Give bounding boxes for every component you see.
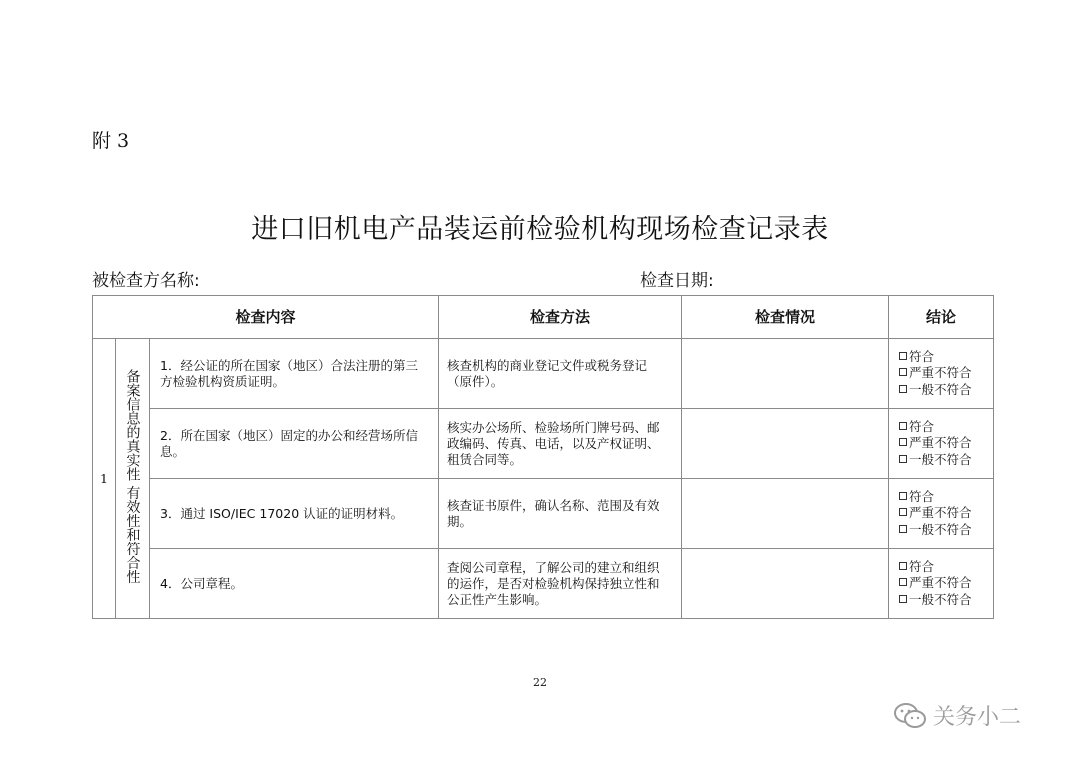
conclusion-cell [889, 549, 994, 619]
checkbox-icon [899, 595, 907, 603]
item-cell: 4．公司章程。 [150, 549, 439, 619]
checkbox-icon [899, 578, 907, 586]
status-cell[interactable] [682, 339, 889, 409]
page-number: 22 [533, 676, 547, 689]
conclusion-cell [889, 409, 994, 479]
table-row [93, 409, 994, 479]
item-cell: 3．通过 ISO/IEC 17020 认证的证明材料。 [150, 479, 439, 549]
conclusion-option-general[interactable]: 一般不符合 [899, 452, 987, 469]
conclusion-option-serious[interactable]: 严重不符合 [899, 435, 987, 452]
conclusion-option-serious[interactable]: 严重不符合 [899, 365, 987, 382]
method-cell: 核查机构的商业登记文件或税务登记（原件）。 [439, 339, 682, 409]
table-row [93, 339, 994, 409]
document-title: 进口旧机电产品装运前检验机构现场检查记录表 [251, 214, 829, 245]
inspection-date-label: 检查日期: [640, 271, 714, 291]
conclusion-cell [889, 339, 994, 409]
watermark [893, 700, 1021, 731]
checkbox-icon [899, 525, 907, 533]
wechat-icon [893, 702, 927, 730]
table-row [93, 479, 994, 549]
checkbox-icon [899, 455, 907, 463]
checkbox-icon [899, 368, 907, 376]
category-label: 备案信息的真实性 有效性和符合性 [124, 369, 141, 584]
item-cell: 2．所在国家（地区）固定的办公和经营场所信息。 [150, 409, 439, 479]
conclusion-cell [889, 479, 994, 549]
conclusion-option-general[interactable]: 一般不符合 [899, 592, 987, 609]
status-cell[interactable] [682, 479, 889, 549]
checkbox-icon [899, 352, 907, 360]
appendix-label: 附 3 [92, 130, 130, 152]
method-cell: 核实办公场所、检验场所门牌号码、邮政编码、传真、电话，以及产权证明、租赁合同等。 [439, 409, 682, 479]
conclusion-option-conform[interactable]: 符合 [899, 419, 987, 436]
header-status: 检查情况 [682, 296, 889, 339]
conclusion-option-serious[interactable]: 严重不符合 [899, 505, 987, 522]
inspected-party-label: 被检查方名称: [92, 271, 200, 291]
conclusion-option-general[interactable]: 一般不符合 [899, 382, 987, 399]
table-row [93, 549, 994, 619]
checkbox-icon [899, 438, 907, 446]
group-number: 1 [93, 339, 116, 619]
method-cell: 核查证书原件，确认名称、范围及有效期。 [439, 479, 682, 549]
table-header-row [93, 296, 994, 339]
header-conclusion: 结论 [889, 296, 994, 339]
conclusion-option-conform[interactable]: 符合 [899, 489, 987, 506]
item-cell: 1．经公证的所在国家（地区）合法注册的第三方检验机构资质证明。 [150, 339, 439, 409]
category-cell [116, 339, 150, 619]
checkbox-icon [899, 385, 907, 393]
method-cell: 查阅公司章程，了解公司的建立和组织的运作，是否对检验机构保持独立性和公正性产生影响。 [439, 549, 682, 619]
status-cell[interactable] [682, 549, 889, 619]
header-content: 检查内容 [93, 296, 439, 339]
conclusion-option-conform[interactable]: 符合 [899, 559, 987, 576]
checkbox-icon [899, 508, 907, 516]
checkbox-icon [899, 422, 907, 430]
conclusion-option-general[interactable]: 一般不符合 [899, 522, 987, 539]
header-method: 检查方法 [439, 296, 682, 339]
checkbox-icon [899, 492, 907, 500]
conclusion-option-serious[interactable]: 严重不符合 [899, 575, 987, 592]
inspection-record-table [92, 295, 994, 619]
conclusion-option-conform[interactable]: 符合 [899, 349, 987, 366]
checkbox-icon [899, 562, 907, 570]
watermark-label: 关务小二 [933, 705, 1022, 730]
status-cell[interactable] [682, 409, 889, 479]
